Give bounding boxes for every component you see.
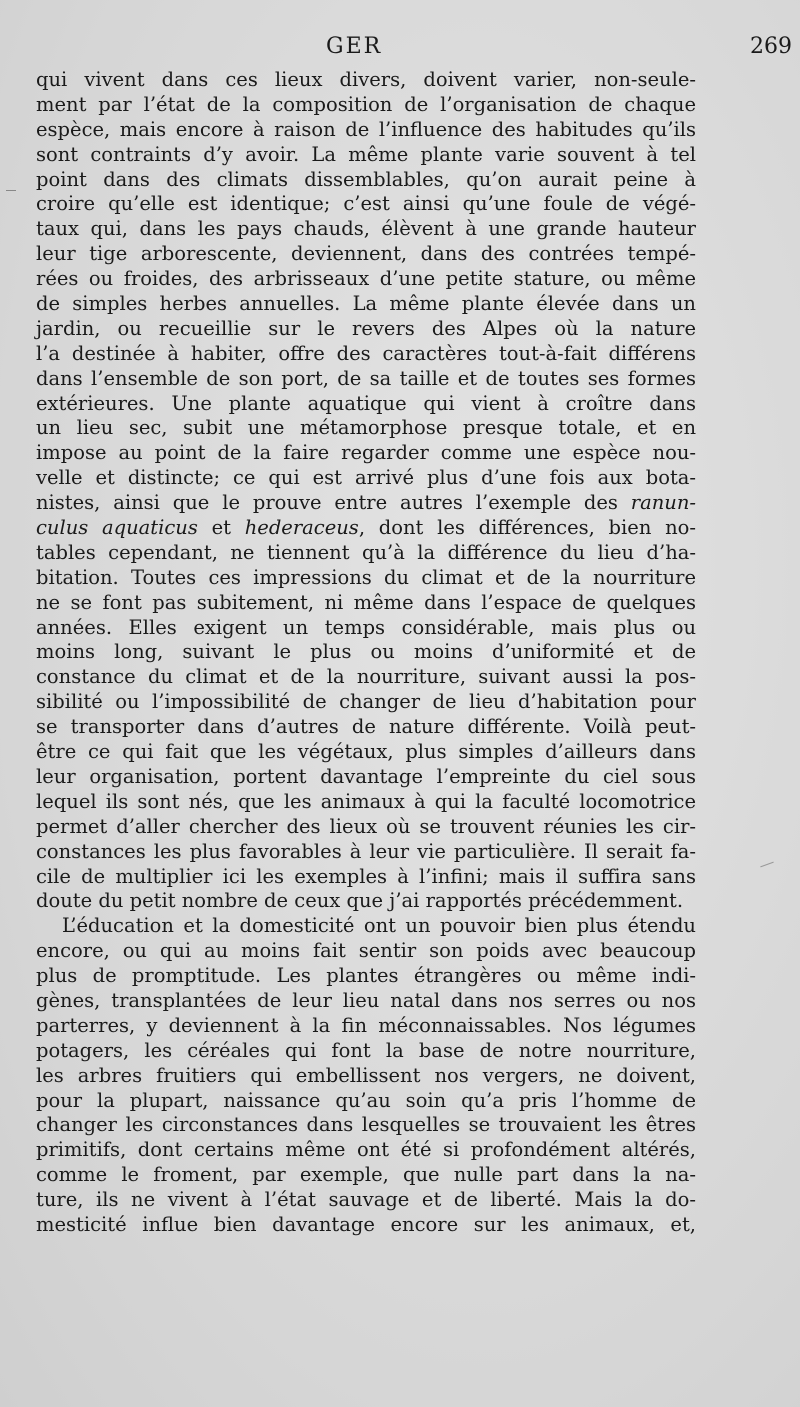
text-line: de simples herbes annuelles. La même plante élevée dans un — [36, 292, 696, 316]
text-line: rées ou froides, des arbrisseaux d’une petite stature, ou même — [36, 267, 696, 291]
text-line: moins long, suivant le plus ou moins d’uniformité et de — [36, 640, 696, 664]
text-segment: nistes, ainsi que le prouve entre autres l’exemple des — [36, 491, 631, 515]
text-line: comme le froment, par exemple, que nulle part dans la na- — [36, 1163, 696, 1187]
text-line: ment par l’état de la composition de l’organisation de chaque — [36, 92, 696, 116]
text-line: permet d’aller chercher des lieux où se trouvent réunies les cir- — [36, 814, 696, 838]
body-text — [36, 68, 696, 1238]
text-line: impose au point de la faire regarder comme une espèce nou- — [36, 441, 696, 465]
italic-taxon: culus aquaticus — [36, 516, 198, 540]
text-line: gènes, transplantées de leur lieu natal dans nos serres ou nos — [36, 988, 696, 1012]
text-line: un lieu sec, subit une métamorphose presque totale, et en — [36, 416, 696, 440]
text-line: années. Elles exigent un temps considérable, mais plus ou — [36, 615, 696, 639]
text-line: ne se font pas subitement, ni même dans l’espace de quelques — [36, 590, 696, 614]
text-line: primitifs, dont certains même ont été si profondément altérés, — [36, 1138, 696, 1162]
text-line: pour la plupart, naissance qu’au soin qu’a pris l’homme de — [36, 1088, 696, 1112]
text-line: constances les plus favorables à leur vie particulière. Il serait fa- — [36, 839, 696, 863]
text-line: être ce qui fait que les végétaux, plus simples d’ailleurs dans — [36, 740, 696, 764]
margin-mark — [760, 862, 773, 868]
text-line: dans l’ensemble de son port, de sa taille et de toutes ses formes — [36, 366, 696, 390]
text-line: taux qui, dans les pays chauds, élèvent à une grande hauteur — [36, 217, 696, 241]
text-segment: , dont les différences, bien no- — [358, 516, 696, 540]
text-line: extérieures. Une plante aquatique qui vient à croître dans — [36, 391, 696, 415]
text-line: espèce, mais encore à raison de l’influence des habitudes qu’ils — [36, 117, 696, 141]
text-line: encore, ou qui au moins fait sentir son poids avec beaucoup — [36, 939, 696, 963]
text-line: tables cependant, ne tiennent qu’à la différence du lieu d’ha- — [36, 540, 696, 564]
text-line-with-italic — [36, 516, 696, 541]
page-header — [0, 34, 800, 64]
text-line: sont contraints d’y avoir. La même plante varie souvent à tel — [36, 142, 696, 166]
text-segment: et — [197, 516, 245, 540]
text-line: qui vivent dans ces lieux divers, doivent varier, non-seule- — [36, 68, 696, 91]
text-line: leur organisation, portent davantage l’empreinte du ciel sous — [36, 764, 696, 788]
text-line: les arbres fruitiers qui embellissent nos vergers, ne doivent, — [36, 1063, 696, 1087]
text-line: ture, ils ne vivent à l’état sauvage et de liberté. Mais la do- — [36, 1188, 696, 1212]
text-line: croire qu’elle est identique; c’est ainsi qu’une foule de végé- — [36, 192, 696, 216]
text-line: leur tige arborescente, deviennent, dans des contrées tempé- — [36, 242, 696, 266]
text-line: mesticité influe bien davantage encore sur les animaux, et, — [36, 1212, 696, 1236]
text-line: jardin, ou recueillie sur le revers des Alpes où la nature — [36, 316, 696, 340]
italic-taxon: hederaceus — [244, 516, 359, 540]
text-line: cile de multiplier ici les exemples à l’infini; mais il suffira sans — [36, 864, 696, 888]
text-line: point dans des climats dissemblables, qu’on aurait peine à — [36, 167, 696, 191]
text-line: lequel ils sont nés, que les animaux à qui la faculté locomotrice — [36, 789, 696, 813]
italic-taxon: ranun- — [630, 491, 696, 515]
text-line-paragraph-end: doute du petit nombre de ceux que j’ai rapportés précédemment. — [36, 889, 684, 913]
text-line: plus de promptitude. Les plantes étrangères ou même indi- — [36, 964, 696, 988]
text-line: bitation. Toutes ces impressions du climat et de la nourriture — [36, 565, 696, 589]
text-line: parterres, y deviennent à la fin méconnaissables. Nos légumes — [36, 1013, 696, 1037]
text-line-paragraph-start: L’éducation et la domesticité ont un pouvoir bien plus étendu — [62, 914, 696, 938]
text-line: sibilité ou l’impossibilité de changer de lieu d’habitation pour — [36, 690, 696, 714]
page-number: 269 — [750, 34, 792, 59]
text-line-with-italic — [36, 491, 696, 516]
text-line: l’a destinée à habiter, offre des caractères tout-à-fait différens — [36, 341, 696, 365]
margin-mark — [6, 190, 16, 191]
running-head: GER — [326, 34, 383, 59]
text-line: potagers, les céréales qui font la base de notre nourriture, — [36, 1038, 696, 1062]
text-line: constance du climat et de la nourriture, suivant aussi la pos- — [36, 665, 696, 689]
text-line: changer les circonstances dans lesquelles se trouvaient les êtres — [36, 1113, 696, 1137]
text-line: velle et distincte; ce qui est arrivé plus d’une fois aux bota- — [36, 466, 696, 490]
text-line: se transporter dans d’autres de nature différente. Voilà peut- — [36, 715, 696, 739]
